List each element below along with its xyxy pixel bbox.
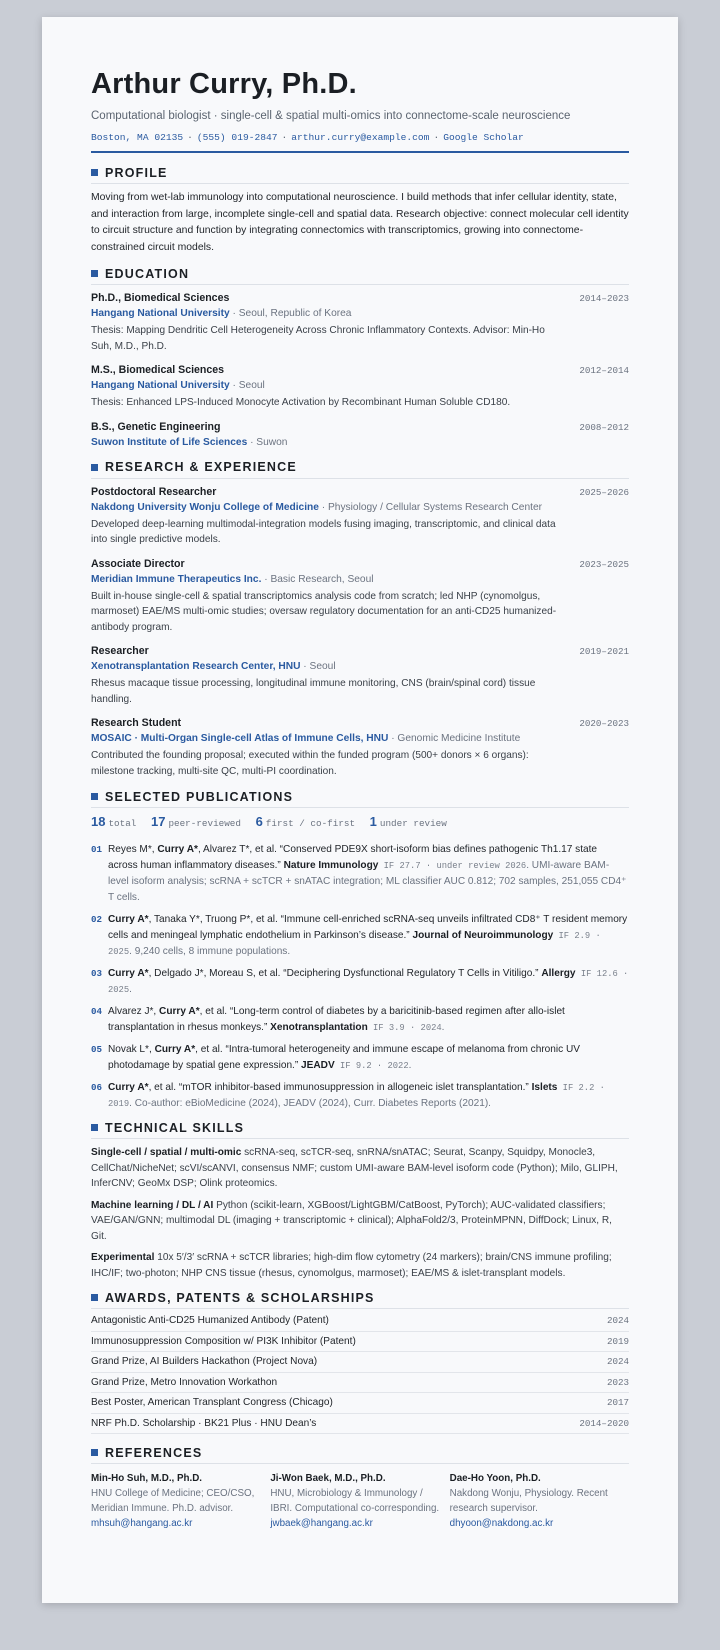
organization-detail: · Basic Research, Seoul bbox=[261, 573, 374, 585]
organization-name: Nakdong University Wonju College of Medicine bbox=[91, 501, 319, 513]
awards-list bbox=[91, 1311, 629, 1434]
reference-affiliation: Nakdong Wonju, Physiology. Recent research supervisor. bbox=[449, 1488, 608, 1514]
reference-email-link[interactable]: mhsuh@hangang.ac.kr bbox=[91, 1518, 193, 1529]
education-entry bbox=[91, 291, 629, 354]
degree-title: M.S., Biomedical Sciences bbox=[91, 364, 225, 376]
section-title: AWARDS, PATENTS & SCHOLARSHIPS bbox=[105, 1290, 375, 1305]
role-title: Research Student bbox=[91, 717, 182, 729]
section-heading-education bbox=[91, 265, 629, 285]
skill-group bbox=[91, 1250, 629, 1281]
contact-email-link[interactable]: arthur.curry@example.com bbox=[291, 132, 430, 143]
award-year: 2019 bbox=[606, 1335, 629, 1347]
reference-card bbox=[91, 1471, 270, 1531]
publication-note: . UMI-aware BAM-level isoform analysis; scRNA + scTCR + snATAC integration; ML classifier AUC 0.812; 702 samples, 251,055 CD4⁺ T cells. bbox=[108, 860, 627, 903]
authors-before: Novak L*, bbox=[108, 1044, 155, 1055]
date-range: 2023–2025 bbox=[579, 558, 629, 570]
header-divider bbox=[91, 151, 629, 153]
award-title: Best Poster, American Transplant Congress (Chicago) bbox=[91, 1397, 333, 1409]
award-title: NRF Ph.D. Scholarship · BK21 Plus · HNU Dean’s bbox=[91, 1417, 317, 1429]
section-marker-icon bbox=[91, 1294, 98, 1301]
reference-name: Dae-Ho Yoon, Ph.D. bbox=[449, 1473, 541, 1484]
publication-stats bbox=[91, 814, 629, 832]
award-row bbox=[91, 1373, 629, 1394]
organization-detail: · Seoul bbox=[300, 661, 336, 672]
section-heading-publications bbox=[91, 788, 629, 808]
role-title: Postdoctoral Researcher bbox=[91, 485, 217, 498]
publication-item bbox=[91, 1042, 629, 1074]
authors-and-title: , et al. “Intra-tumoral heterogeneity and immune escape of melanoma from chronic UV photodamage by spatial gene expression.” bbox=[108, 1044, 581, 1071]
publication-number: 01 bbox=[91, 844, 103, 855]
degree-title: B.S., Genetic Engineering bbox=[91, 420, 221, 433]
journal-name: Islets bbox=[531, 1082, 558, 1093]
organization-name: MOSAIC · Multi-Organ Single-cell Atlas of Immune Cells, HNU bbox=[91, 733, 389, 744]
publication-number: 02 bbox=[91, 914, 103, 925]
section-marker-icon bbox=[91, 169, 98, 176]
stat-count: 1 bbox=[369, 814, 377, 829]
impact-factor: IF 2.9 · 2025 bbox=[108, 931, 601, 957]
journal-name: Nature Immunology bbox=[283, 860, 379, 871]
reference-email-link[interactable]: dhyoon@nakdong.ac.kr bbox=[449, 1518, 554, 1529]
authors-and-title: , Alvarez T*, et al. “Conserved PDE9X short-isoform bias defines pathogenic Th1.17 state across human inflammatory diseases.” bbox=[108, 844, 598, 871]
journal-name: Journal of Neuroimmunology bbox=[412, 930, 554, 941]
publication-item bbox=[91, 842, 629, 906]
experience-entry bbox=[91, 644, 629, 707]
award-year: 2014–2020 bbox=[579, 1417, 629, 1429]
impact-factor: IF 12.6 · 2025 bbox=[108, 969, 629, 995]
reference-card bbox=[450, 1471, 629, 1531]
award-row bbox=[91, 1311, 629, 1332]
organization-name: Xenotransplantation Research Center, HNU bbox=[91, 661, 301, 672]
publication-number: 04 bbox=[91, 1006, 103, 1017]
organization-name: Meridian Immune Therapeutics Inc. bbox=[91, 573, 262, 585]
publication-item bbox=[91, 912, 629, 960]
publication-item bbox=[91, 1080, 629, 1112]
section-title: TECHNICAL SKILLS bbox=[105, 1120, 245, 1135]
publication-number: 06 bbox=[91, 1082, 103, 1093]
publication-note: . bbox=[441, 1022, 445, 1033]
journal-name: Xenotransplantation bbox=[270, 1022, 368, 1033]
impact-factor: IF 2.2 · 2019 bbox=[108, 1083, 605, 1109]
section-heading-skills bbox=[91, 1119, 629, 1139]
reference-name: Min-Ho Suh, M.D., Ph.D. bbox=[91, 1473, 203, 1484]
impact-factor: IF 27.7 · under review 2026 bbox=[378, 861, 527, 871]
resume-page bbox=[42, 17, 678, 1603]
entry-description: Built in-house single-cell & spatial transcriptomics analysis code from scratch; led NHP (cynomolgus, marmoset) EAE/MS multi-omic studies; oversaw regulatory documentation for an anti-CD25 humanized-antibody program. bbox=[91, 590, 557, 633]
publication-item bbox=[91, 1004, 629, 1036]
skill-group bbox=[91, 1198, 629, 1245]
entry-description: Thesis: Enhanced LPS-Induced Monocyte Activation by Recombinant Human Soluble CD180. bbox=[91, 397, 511, 408]
institution-location: · Seoul, Republic of Korea bbox=[229, 308, 352, 319]
entry-description: Contributed the founding proposal; executed within the funded program (500+ donors × 6 organs): milestone tracking, multi-site QC, multi-PI coordination. bbox=[91, 750, 529, 777]
institution-location: · Seoul bbox=[229, 380, 265, 391]
publication-note: . 9,240 cells, 8 immune populations. bbox=[129, 946, 291, 957]
author-self: Curry A* bbox=[154, 1044, 196, 1055]
journal-name: Allergy bbox=[541, 968, 576, 979]
section-marker-icon bbox=[91, 270, 98, 277]
section-marker-icon bbox=[91, 793, 98, 800]
entry-description: Developed deep-learning multimodal-integration models fusing imaging, transcriptomic, and clinical data into single predictive models. bbox=[91, 518, 556, 545]
education-entry bbox=[91, 420, 629, 450]
publication-note: . Co-author: eBioMedicine (2024), JEADV (2024), Curr. Diabetes Reports (2021). bbox=[129, 1098, 491, 1109]
education-list bbox=[91, 291, 629, 450]
date-range: 2025–2026 bbox=[579, 486, 629, 498]
author-self: Curry A* bbox=[108, 1082, 149, 1093]
reference-affiliation: HNU, Microbiology & Immunology / IBRI. Computational co-corresponding. bbox=[270, 1488, 440, 1514]
author-self: Curry A* bbox=[157, 844, 198, 855]
authors-before: Alvarez J*, bbox=[108, 1006, 160, 1017]
award-row bbox=[91, 1332, 629, 1353]
institution-name: Hangang National University bbox=[91, 380, 230, 391]
skill-category: Machine learning / DL / AI bbox=[91, 1199, 214, 1211]
impact-factor: IF 3.9 · 2024 bbox=[367, 1023, 442, 1033]
date-range: 2019–2021 bbox=[579, 646, 629, 657]
publication-number: 05 bbox=[91, 1044, 103, 1055]
section-title: REFERENCES bbox=[105, 1445, 203, 1460]
organization-detail: · Physiology / Cellular Systems Research Center bbox=[318, 501, 543, 513]
stat-count: 6 bbox=[255, 814, 263, 829]
date-range: 2020–2023 bbox=[579, 718, 629, 729]
section-heading-experience bbox=[91, 459, 629, 479]
award-year: 2024 bbox=[606, 1356, 629, 1368]
contact-address: Boston, MA 02135 bbox=[91, 132, 184, 143]
skill-category: Experimental bbox=[91, 1252, 155, 1263]
candidate-name: Arthur Curry, Ph.D. bbox=[91, 68, 357, 100]
stat-count: 17 bbox=[150, 814, 166, 829]
reference-name: Ji-Won Baek, M.D., Ph.D. bbox=[270, 1473, 386, 1484]
section-title: EDUCATION bbox=[105, 266, 190, 281]
education-entry bbox=[91, 363, 629, 411]
authors-before: Reyes M*, bbox=[108, 844, 158, 855]
institution-location: · Suwon bbox=[247, 436, 288, 448]
section-title: PROFILE bbox=[105, 165, 168, 180]
section-heading-profile bbox=[91, 164, 629, 184]
section-title: RESEARCH & EXPERIENCE bbox=[105, 460, 297, 474]
tagline: Computational biologist · single-cell & spatial multi-omics into connectome-scale neuroscience bbox=[91, 110, 571, 122]
experience-entry bbox=[91, 557, 629, 636]
skill-list: Python (scikit-learn, XGBoost/LightGBM/CatBoost, PyTorch); AUC-validated classifiers; VAE/GAN/GNN; multimodal DL (imaging + transcriptomic + clinical); AlphaFold2/3, ProteinMPNN, DiffDock; Linux, R, Git. bbox=[91, 1199, 612, 1242]
date-range: 2008–2012 bbox=[579, 421, 629, 433]
publication-list bbox=[91, 842, 629, 1112]
publication-item bbox=[91, 966, 629, 998]
authors-and-title: , et al. “Long-term control of diabetes by a baricitinib-based regimen after allo-islet transplantation in rhesus monkeys.” bbox=[108, 1006, 565, 1033]
profile-text: Moving from wet-lab immunology into computational neuroscience. I build methods that infer cellular identity, state, and interaction from large, incomplete single-cell and spatial data. Research objective: connect molecular cell identity to circuit structure and function by integrating connectomics with transcriptomics, growing into connectome-constrained circuit models. bbox=[91, 192, 629, 253]
references-grid bbox=[91, 1471, 629, 1531]
skill-list: scRNA-seq, scTCR-seq, snRNA/snATAC; Seurat, Scanpy, Squidpy, Monocle3, CellChat/NicheNet; scVI/scANVI, consensus NMF; custom UMI-aware BAM-level isoform code (Python); Milo, GLIPH, InferCNV; GeoMx DSP; Olink proteomics. bbox=[91, 1147, 618, 1189]
award-title: Antagonistic Anti-CD25 Humanized Antibody (Patent) bbox=[91, 1315, 329, 1327]
role-title: Researcher bbox=[91, 645, 149, 657]
date-range: 2014–2023 bbox=[579, 293, 629, 304]
entry-description: Thesis: Mapping Dendritic Cell Heterogeneity Across Chronic Inflammatory Contexts. Advisor: Min-Ho Suh, M.D., Ph.D. bbox=[91, 325, 545, 352]
skill-group bbox=[91, 1145, 629, 1192]
author-self: Curry A* bbox=[108, 968, 149, 979]
author-self: Curry A* bbox=[108, 914, 149, 925]
skill-list: 10x 5′/3′ scRNA + scTCR libraries; high-dim flow cytometry (24 markers); brain/CNS immune profiling; IHC/IF; two-photon; NHP CNS tissue (rhesus, cynomolgus, marmoset); EAE/MS & islet-transplant models. bbox=[91, 1252, 612, 1279]
reference-card bbox=[270, 1471, 449, 1531]
authors-and-title: , et al. “mTOR inhibitor-based immunosuppression in allogeneic islet transplantation.” bbox=[148, 1082, 532, 1093]
section-title: SELECTED PUBLICATIONS bbox=[105, 789, 294, 804]
award-year: 2024 bbox=[606, 1315, 629, 1327]
experience-entry bbox=[91, 716, 629, 779]
award-row bbox=[91, 1414, 629, 1435]
reference-email-link[interactable]: jwbaek@hangang.ac.kr bbox=[270, 1518, 373, 1529]
contact-line: Boston, MA 02135 · (555) 019-2847 · arthur.curry@example.com · Google Scholar bbox=[91, 132, 524, 143]
stat-label: peer-reviewed bbox=[168, 818, 241, 829]
award-row bbox=[91, 1352, 629, 1373]
award-year: 2017 bbox=[606, 1397, 629, 1409]
section-marker-icon bbox=[91, 1124, 98, 1131]
entry-description: Rhesus macaque tissue processing, longitudinal immune monitoring, CNS (brain/spinal cord) tissue handling. bbox=[91, 678, 536, 705]
award-title: Grand Prize, AI Builders Hackathon (Project Nova) bbox=[91, 1356, 318, 1368]
author-self: Curry A* bbox=[159, 1006, 200, 1017]
award-title: Grand Prize, Metro Innovation Workathon bbox=[91, 1376, 278, 1388]
authors-and-title: , Tanaka Y*, Truong P*, et al. “Immune cell-enriched scRNA-seq unveils infiltrated CD8⁺ T resident memory cells and meningeal lymphatic endothelium in Parkinson’s disease.” bbox=[108, 914, 628, 941]
stat-count: 18 bbox=[91, 814, 106, 829]
publication-note: . bbox=[408, 1060, 412, 1071]
google-scholar-link[interactable]: Google Scholar bbox=[443, 132, 524, 143]
publication-note: . bbox=[129, 984, 132, 995]
section-heading-awards bbox=[91, 1289, 629, 1309]
institution-name: Hangang National University bbox=[91, 308, 230, 319]
impact-factor: IF 9.2 · 2022 bbox=[334, 1061, 409, 1071]
section-heading-references bbox=[91, 1444, 629, 1464]
contact-phone: (555) 019-2847 bbox=[196, 132, 278, 143]
stat-label: first / co-first bbox=[265, 818, 356, 829]
skill-category: Single-cell / spatial / multi-omic bbox=[91, 1147, 242, 1158]
experience-entry bbox=[91, 485, 629, 548]
degree-title: Ph.D., Biomedical Sciences bbox=[91, 292, 230, 304]
institution-name: Suwon Institute of Life Sciences bbox=[91, 436, 248, 448]
award-year: 2023 bbox=[606, 1376, 629, 1388]
section-marker-icon bbox=[91, 1449, 98, 1456]
authors-and-title: , Delgado J*, Moreau S, et al. “Deciphering Dysfunctional Regulatory T Cells in Vitiligo.” bbox=[148, 968, 542, 979]
role-title: Associate Director bbox=[91, 557, 185, 570]
experience-list bbox=[91, 485, 629, 780]
award-title: Immunosuppression Composition w/ PI3K Inhibitor (Patent) bbox=[91, 1335, 356, 1347]
organization-detail: · Genomic Medicine Institute bbox=[388, 733, 521, 744]
award-row bbox=[91, 1393, 629, 1414]
reference-affiliation: HNU College of Medicine; CEO/CSO, Meridian Immune. Ph.D. advisor. bbox=[91, 1488, 255, 1514]
date-range: 2012–2014 bbox=[579, 365, 629, 376]
stat-label: total bbox=[108, 818, 137, 829]
journal-name: JEADV bbox=[301, 1060, 335, 1071]
stat-label: under review bbox=[379, 818, 447, 829]
section-marker-icon bbox=[91, 464, 98, 471]
publication-number: 03 bbox=[91, 968, 103, 979]
